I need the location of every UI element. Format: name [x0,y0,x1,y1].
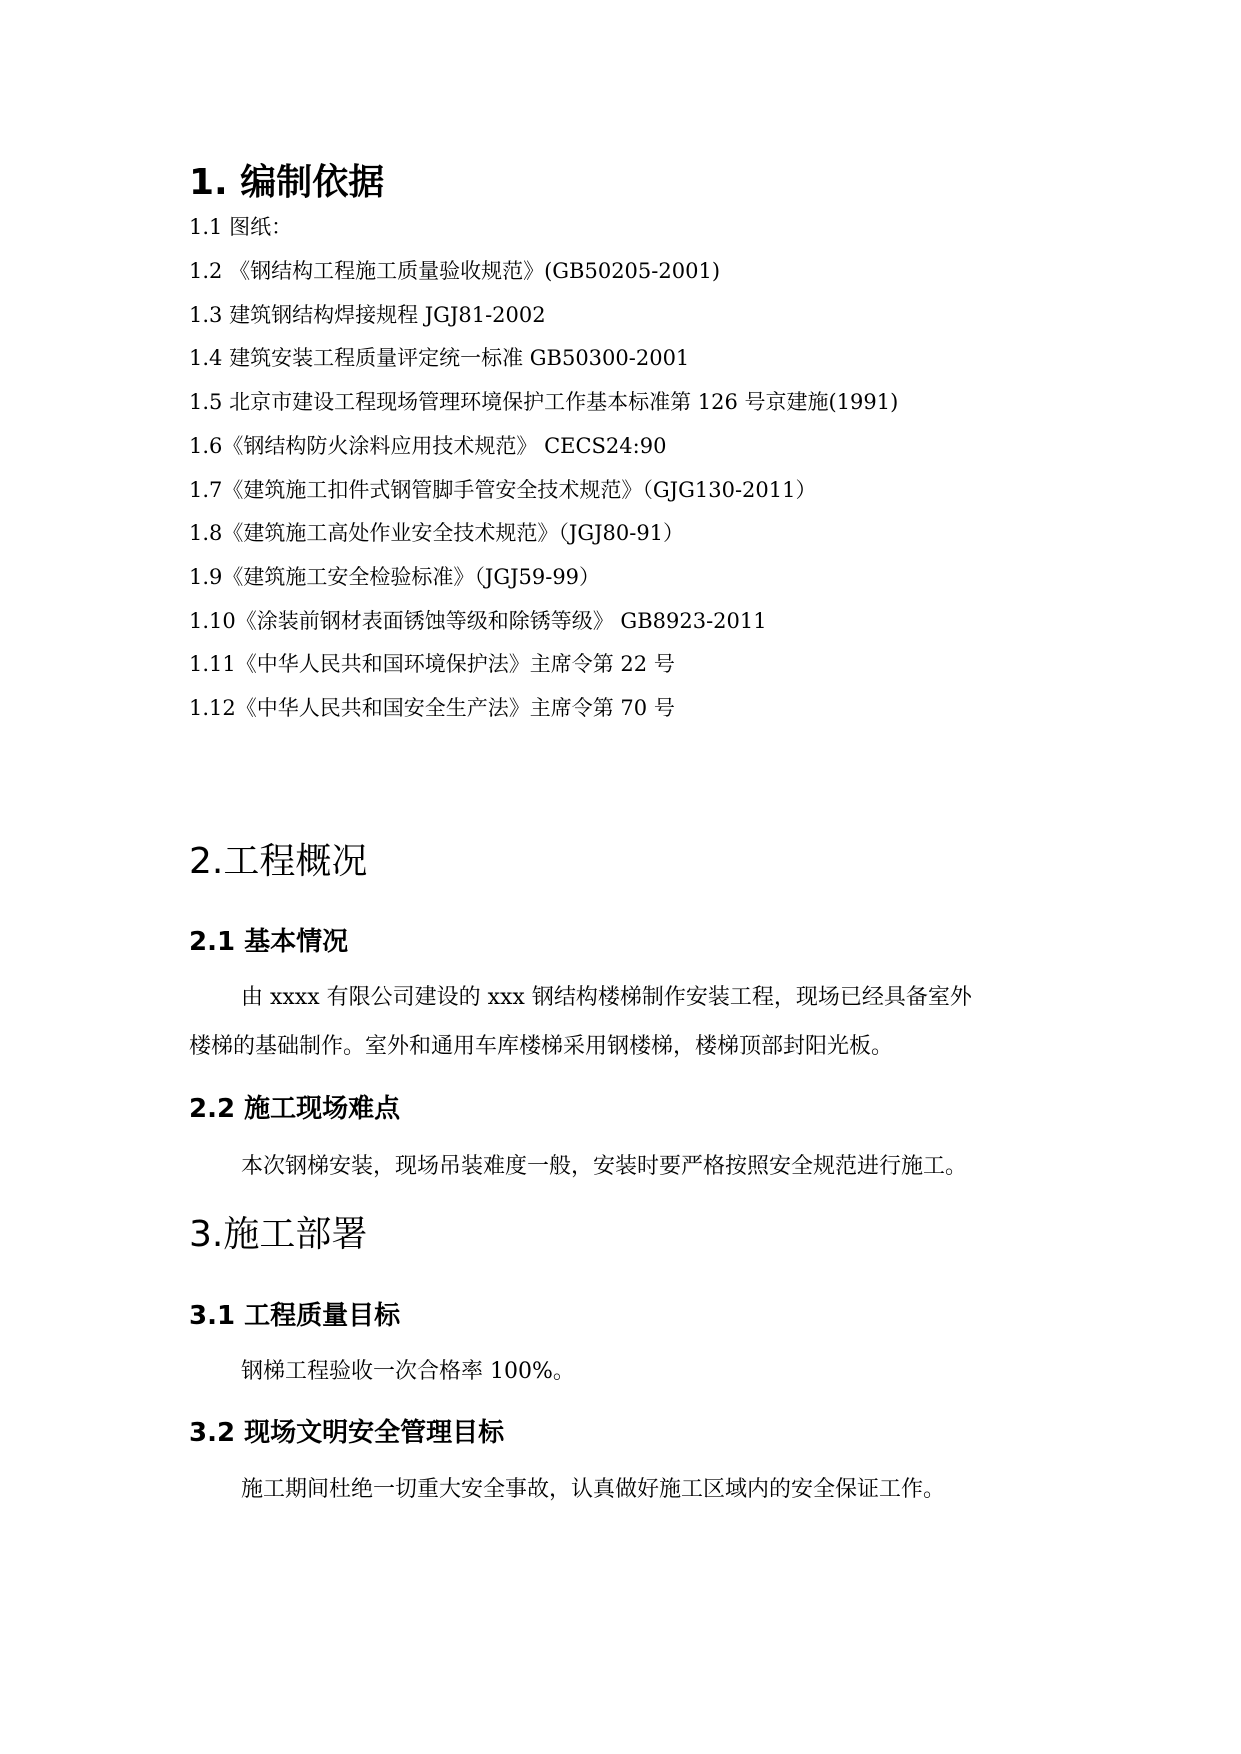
paragraph-line: 楼梯的基础制作。室外和通用车库楼梯采用钢楼梯，楼梯顶部封阳光板。 [189,1034,894,1059]
subsection-3-2-heading: 3.2 现场文明安全管理目标 [189,1418,505,1448]
section-3-heading: 3.施工部署 [189,1214,368,1255]
subsection-2-1-heading: 2.1 基本情况 [189,927,349,957]
list-item: 1.6《钢结构防火涂料应用技术规范》 CECS24:90 [189,434,667,458]
list-item: 1.9《建筑施工安全检验标准》（JGJ59-99） [189,565,601,589]
paragraph-line: 由 xxxx 有限公司建设的 xxx 钢结构楼梯制作安装工程，现场已经具备室外 [241,985,972,1010]
list-item: 1.3 建筑钢结构焊接规程 JGJ81-2002 [189,303,546,327]
list-item: 1.11《中华人民共和国环境保护法》主席令第 22 号 [189,652,675,676]
list-item: 1.4 建筑安装工程质量评定统一标准 GB50300-2001 [189,346,690,370]
subsection-3-1-heading: 3.1 工程质量目标 [189,1301,401,1331]
list-item: 1.12《中华人民共和国安全生产法》主席令第 70 号 [189,696,675,720]
list-item: 1.5 北京市建设工程现场管理环境保护工作基本标准第 126 号京建施(1991) [189,390,899,414]
list-item: 1.7《建筑施工扣件式钢管脚手管安全技术规范》（GJG130-2011） [189,478,817,502]
section-1-heading: 1. 编制依据 [189,162,385,203]
paragraph: 钢梯工程验收一次合格率 100%。 [241,1359,575,1384]
paragraph: 本次钢梯安装，现场吊装难度一般，安装时要严格按照安全规范进行施工。 [241,1154,968,1179]
subsection-2-2-heading: 2.2 施工现场难点 [189,1094,401,1124]
list-item: 1.10《涂装前钢材表面锈蚀等级和除锈等级》 GB8923-2011 [189,609,767,633]
list-item: 1.8《建筑施工高处作业安全技术规范》（JGJ80-91） [189,521,685,545]
list-item: 1.2 《钢结构工程施工质量验收规范》(GB50205-2001) [189,259,721,283]
list-item: 1.1 图纸： [189,215,293,239]
section-2-heading: 2.工程概况 [189,841,368,882]
paragraph: 施工期间杜绝一切重大安全事故，认真做好施工区域内的安全保证工作。 [241,1477,946,1502]
